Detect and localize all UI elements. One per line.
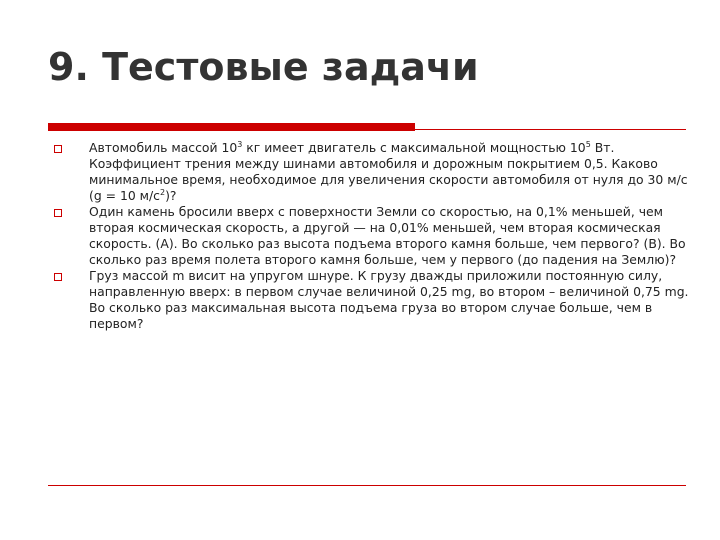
footer-rule [48, 485, 686, 486]
problem-item-1 [54, 140, 694, 204]
problem-1-text-after: Вт. Коэффициент трения между шинами автомобиля и дорожным покрытием 0,5. Каково минимальное время, необходимое для увеличения скорости автомобиля от нуля до 30 м/с (g = 10 м/с [89, 140, 688, 203]
problem-1-text-before: Автомобиль массой 10 [89, 140, 238, 155]
problem-1-text-end: )? [165, 188, 177, 203]
hollow-square-bullet-icon [54, 145, 62, 153]
hollow-square-bullet-icon [54, 209, 62, 217]
problem-text-1 [89, 140, 694, 204]
problem-item-3 [54, 268, 694, 332]
hollow-square-bullet-icon [54, 273, 62, 281]
problem-1-exponent-accel: 2 [160, 188, 166, 197]
title-underline-thin [48, 129, 686, 130]
problem-1-exponent-power: 5 [585, 140, 591, 149]
problem-text-3: Груз массой m висит на упругом шнуре. К грузу дважды приложили постоянную силу, направленную вверх: в первом случае величиной 0,25 mg, во втором – величиной 0,75 mg. Во сколько раз максимальная высота подъема груза во втором случае больше, чем в первом? [89, 268, 689, 331]
problem-item-2 [54, 204, 694, 268]
problem-1-exponent-mass: 3 [237, 140, 243, 149]
slide-title: 9. Тестовые задачи [48, 45, 479, 89]
problem-list [54, 140, 694, 332]
problem-text-2: Один камень бросили вверх с поверхности Земли со скоростью, на 0,1% меньшей, чем вторая космическая скорость, а другой — на 0,01% меньшей, чем вторая космическая скорость. (А). Во сколько раз высота подъема второго камня больше, чем первого? (В). Во сколько раз время полета второго камня больше, чем у первого (до падения на Землю)? [89, 204, 686, 267]
problem-1-text-mid: кг имеет двигатель с максимальной мощностью 10 [242, 140, 586, 155]
